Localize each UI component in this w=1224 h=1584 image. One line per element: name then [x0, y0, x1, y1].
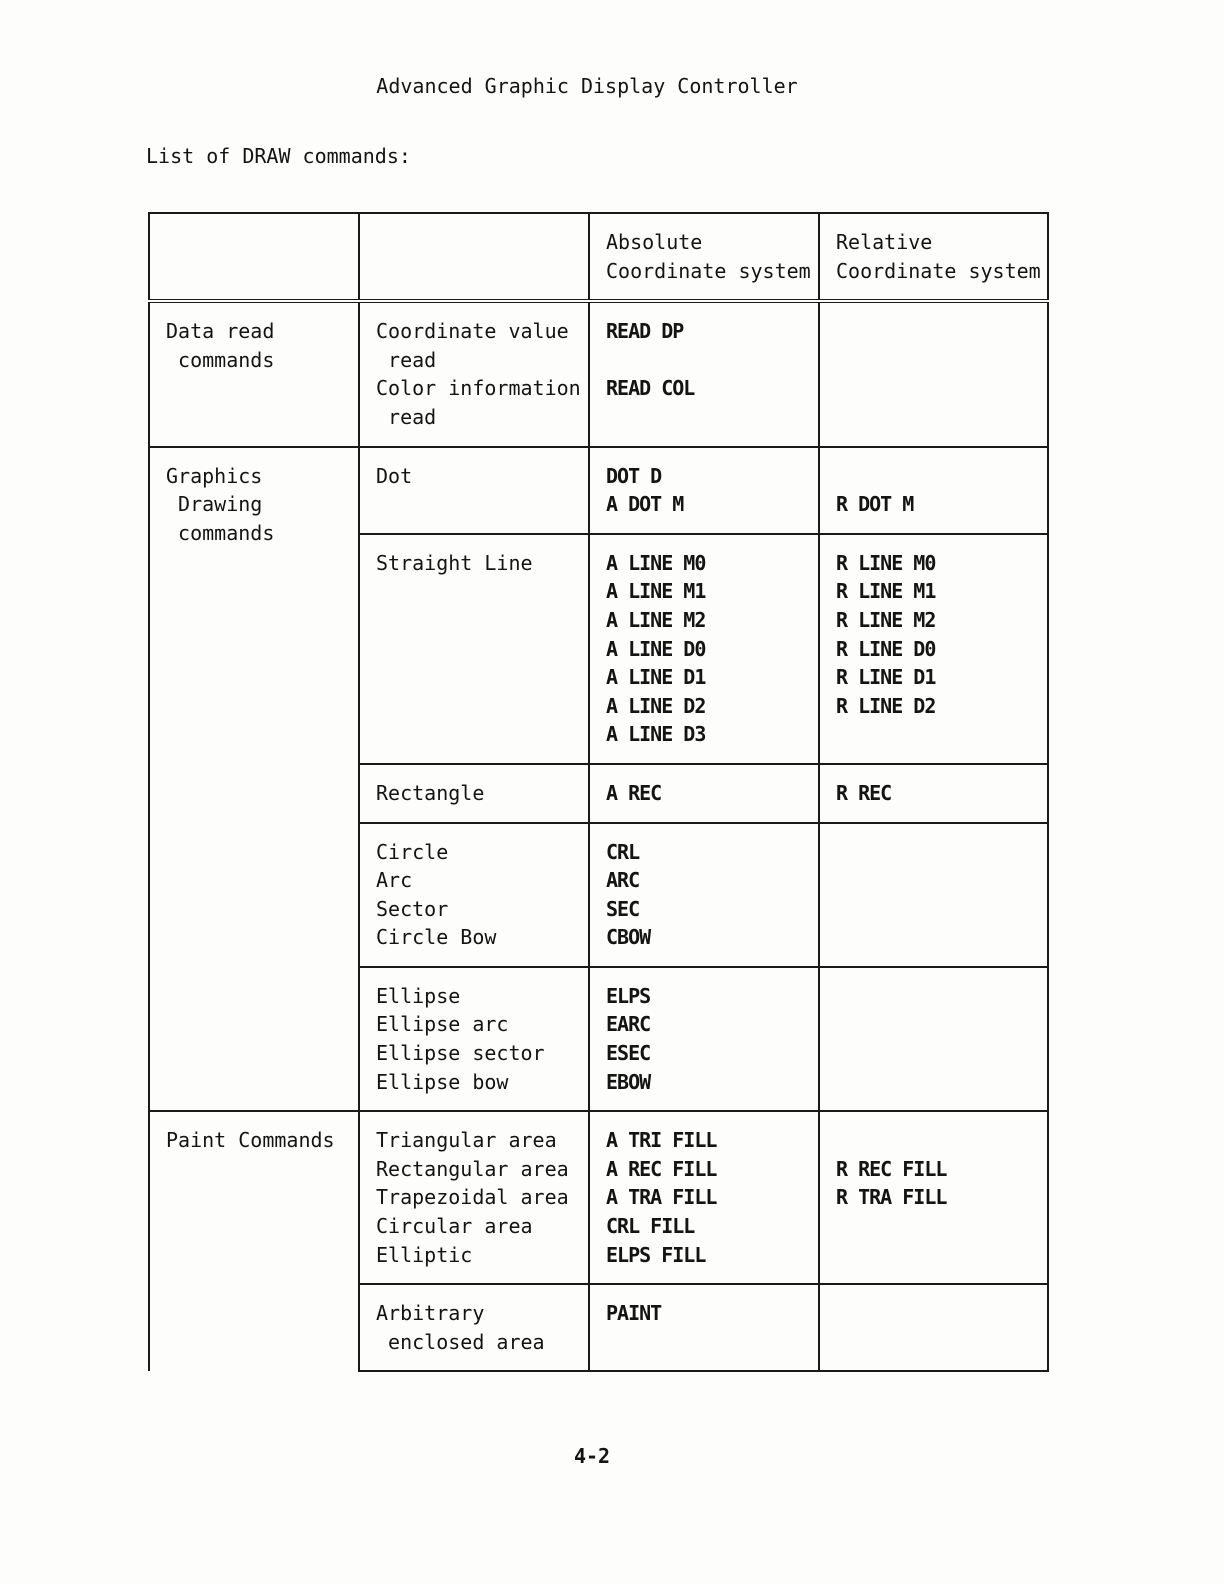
operation-cell: Straight Line: [359, 534, 589, 764]
operation-cell: Rectangle: [359, 764, 589, 823]
operation-cell: Arbitrary enclosed area: [359, 1284, 589, 1371]
absolute-command-cell: DOT D A DOT M: [589, 447, 819, 534]
operation-cell: Circle Arc Sector Circle Bow: [359, 823, 589, 967]
category-paint-commands: Paint Commands: [149, 1111, 359, 1371]
operation-cell: Dot: [359, 447, 589, 534]
absolute-command-cell: A LINE M0 A LINE M1 A LINE M2 A LINE D0 A LINE D1 A LINE D2 A LINE D3: [589, 534, 819, 764]
table-row-dot: [149, 447, 1048, 534]
relative-command-cell: R LINE M0 R LINE M1 R LINE M2 R LINE D0 R LINE D1 R LINE D2: [819, 534, 1048, 764]
header-relative-coordinate-system: Relative Coordinate system: [819, 213, 1048, 301]
operation-cell: Coordinate value read Color information read: [359, 301, 589, 446]
draw-commands-table: [148, 212, 1049, 1372]
relative-command-cell: [819, 1284, 1048, 1371]
table-row-paint-areas: [149, 1111, 1048, 1284]
relative-command-cell: R REC: [819, 764, 1048, 823]
document-title: Advanced Graphic Display Controller: [376, 74, 798, 98]
table-header-row: [149, 213, 1048, 301]
absolute-command-cell: A REC: [589, 764, 819, 823]
operation-cell: Triangular area Rectangular area Trapezoidal area Circular area Elliptic: [359, 1111, 589, 1284]
absolute-command-cell: PAINT: [589, 1284, 819, 1371]
list-heading: List of DRAW commands:: [146, 144, 411, 168]
header-operation: [359, 213, 589, 301]
table-row-data-read: [149, 301, 1048, 446]
category-graphics-drawing: Graphics Drawing commands: [149, 447, 359, 1112]
absolute-command-cell: CRL ARC SEC CBOW: [589, 823, 819, 967]
relative-command-cell: R DOT M: [819, 447, 1048, 534]
operation-cell: Ellipse Ellipse arc Ellipse sector Ellipse bow: [359, 967, 589, 1111]
absolute-command-cell: READ DP READ COL: [589, 301, 819, 446]
absolute-command-cell: A TRI FILL A REC FILL A TRA FILL CRL FILL ELPS FILL: [589, 1111, 819, 1284]
header-absolute-coordinate-system: Absolute Coordinate system: [589, 213, 819, 301]
relative-command-cell: R REC FILL R TRA FILL: [819, 1111, 1048, 1284]
absolute-command-cell: ELPS EARC ESEC EBOW: [589, 967, 819, 1111]
relative-command-cell: [819, 823, 1048, 967]
header-category: [149, 213, 359, 301]
category-data-read: Data read commands: [149, 301, 359, 446]
relative-command-cell: [819, 301, 1048, 446]
relative-command-cell: [819, 967, 1048, 1111]
page-number: 4-2: [573, 1444, 611, 1468]
